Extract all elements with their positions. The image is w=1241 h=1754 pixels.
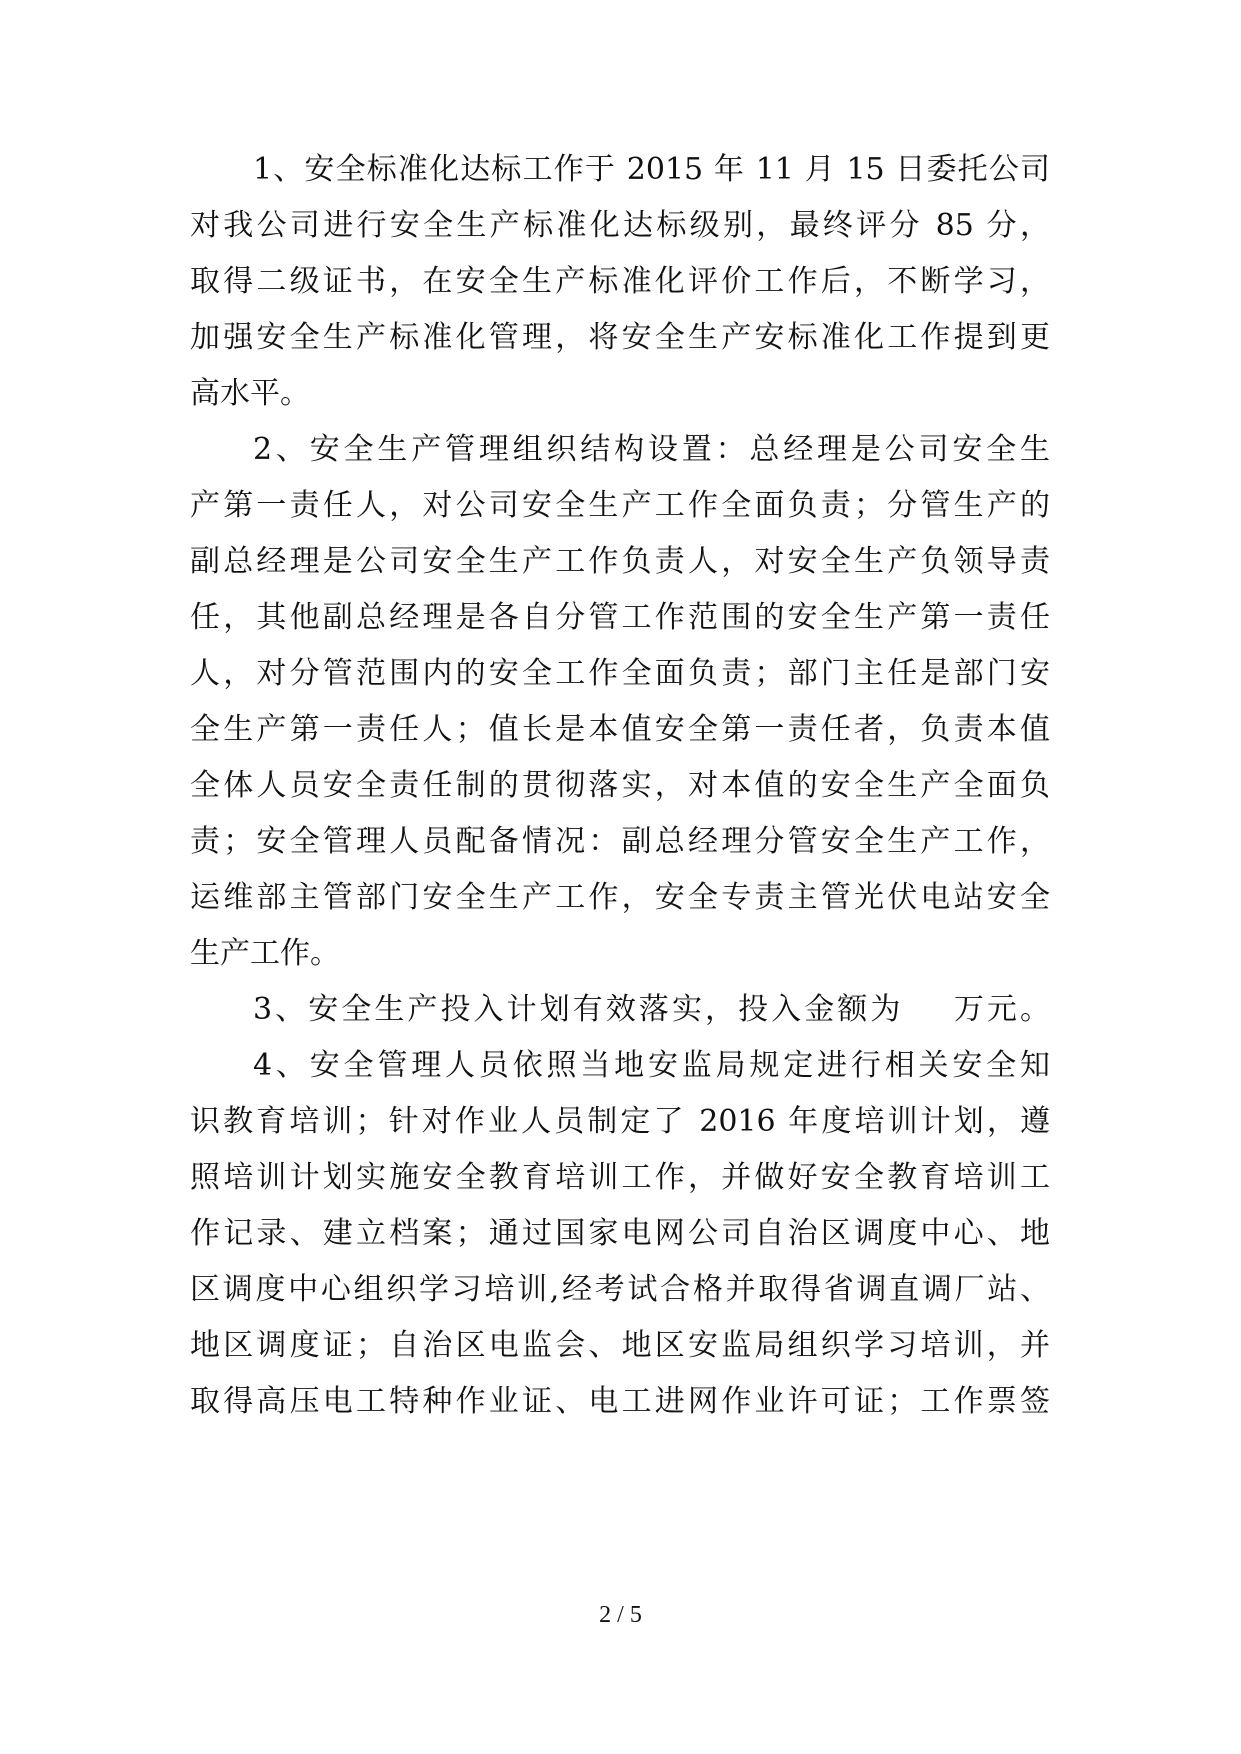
text-line: 取得高压电工特种作业证、电工进网作业许可证；工作票签 xyxy=(190,1384,1050,1419)
text-line: 运维部主管部门安全生产工作，安全专责主管光伏电站安全 xyxy=(190,880,1050,915)
text-line: 全体人员安全责任制的贯彻落实，对本值的安全生产全面负 xyxy=(190,768,1050,803)
text-line: 区调度中心组织学习培训,经考试合格并取得省调直调厂站、 xyxy=(190,1272,1050,1307)
text-line: 对我公司进行安全生产标准化达标级别，最终评分 85 分， xyxy=(190,208,1050,243)
text-line: 4、安全管理人员依照当地安监局规定进行相关安全知 xyxy=(253,1048,1050,1083)
text-line: 全生产第一责任人；值长是本值安全第一责任者，负责本值 xyxy=(190,712,1050,747)
text-line: 任，其他副总经理是各自分管工作范围的安全生产第一责任 xyxy=(190,600,1050,635)
text-line: 2、安全生产管理组织结构设置：总经理是公司安全生 xyxy=(253,432,1050,467)
text-line: 产第一责任人，对公司安全生产工作全面负责；分管生产的 xyxy=(190,488,1050,523)
text-line: 照培训计划实施安全教育培训工作，并做好安全教育培训工 xyxy=(190,1160,1050,1195)
text-line: 识教育培训；针对作业人员制定了 2016 年度培训计划，遵 xyxy=(190,1104,1050,1139)
text-line: 高水平。 xyxy=(190,376,310,411)
text-line: 3、安全生产投入计划有效落实，投入金额为 万元。 xyxy=(253,992,1050,1027)
text-line: 副总经理是公司安全生产工作负责人，对安全生产负领导责 xyxy=(190,544,1050,579)
text-line: 取得二级证书，在安全生产标准化评价工作后，不断学习， xyxy=(190,264,1050,299)
text-line: 责；安全管理人员配备情况：副总经理分管安全生产工作， xyxy=(190,824,1050,859)
text-line: 人，对分管范围内的安全工作全面负责；部门主任是部门安 xyxy=(190,656,1050,691)
text-line: 作记录、建立档案；通过国家电网公司自治区调度中心、地 xyxy=(190,1216,1050,1251)
text-line: 生产工作。 xyxy=(190,936,340,971)
text-line: 1、安全标准化达标工作于 2015 年 11 月 15 日委托公司 xyxy=(253,152,1050,187)
text-line: 加强安全生产标准化管理，将安全生产安标准化工作提到更 xyxy=(190,320,1050,355)
text-line: 地区调度证；自治区电监会、地区安监局组织学习培训，并 xyxy=(190,1328,1050,1363)
page-number: 2 / 5 xyxy=(599,1602,642,1628)
